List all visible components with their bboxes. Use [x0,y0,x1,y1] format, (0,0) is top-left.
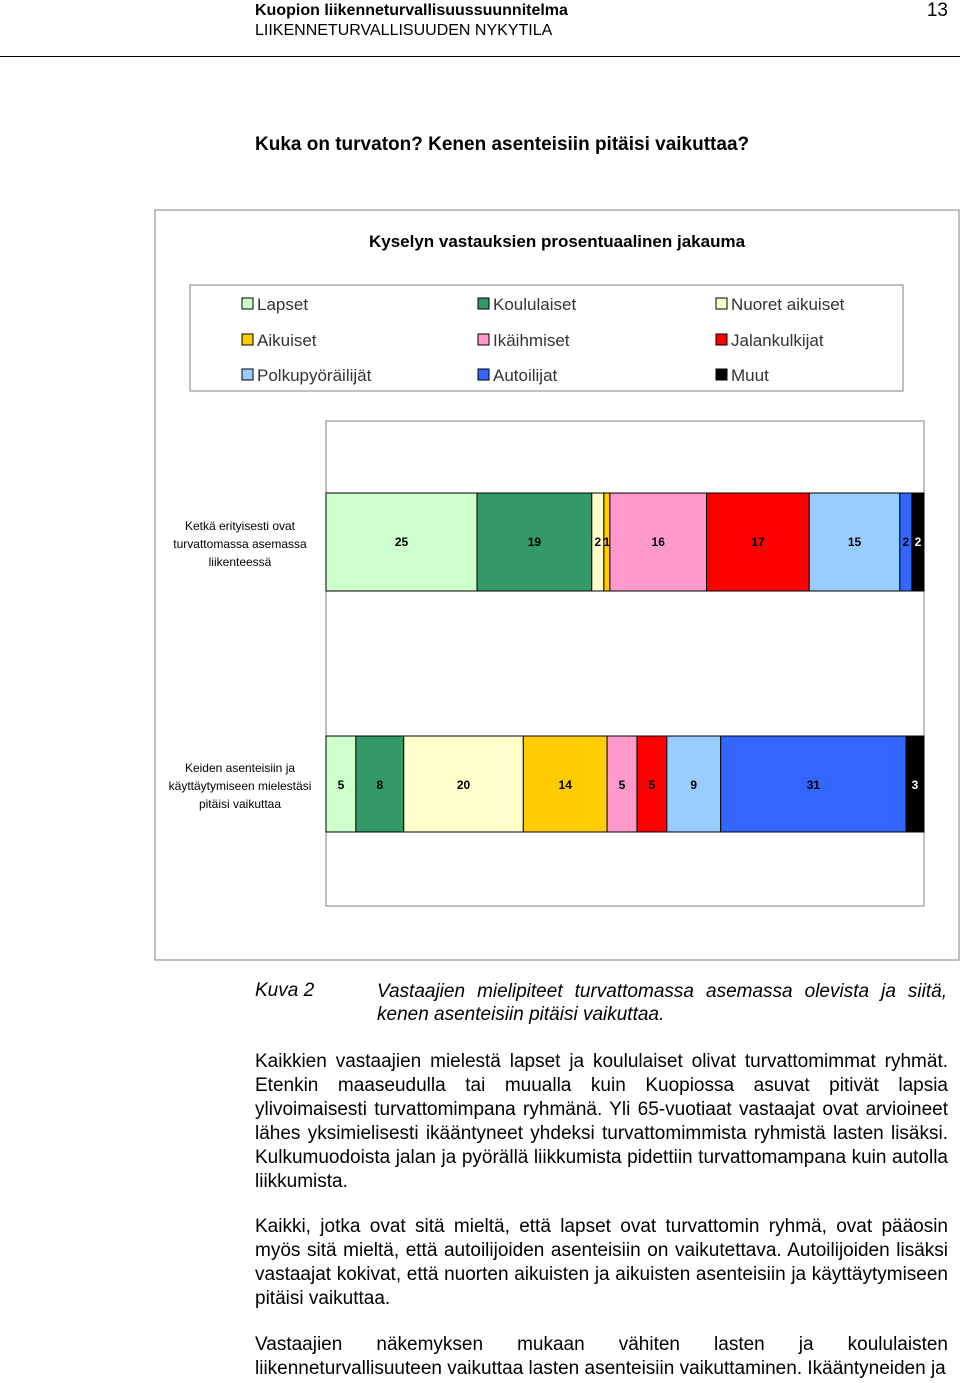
data-label-polkupyorailijat: 9 [690,778,698,792]
legend-label-ikaihmiset: Ikäihmiset [493,331,570,350]
legend-swatch-koululaiset [478,298,489,309]
legend-label-aikuiset: Aikuiset [257,331,317,350]
data-label-ikaihmiset: 5 [618,778,626,792]
legend-label-polkupyorailijat: Polkupyöräilijät [257,366,372,385]
data-label-muut: 2 [914,535,922,549]
data-label-autoilijat: 2 [902,535,910,549]
body-paragraph: Kaikkien vastaajien mielestä lapset ja koululaiset olivat turvattomimmat ryhmät. Etenkin maaseudulla tai muualla kuin Kuopiossa asuvat pitivät lapsia ylivoimaisesti turvattomimpana ryhmänä. Yli 65-vuotiaat vastaajat ovat arvioineet lähes yksimielisesti ikääntyneet yhdeksi turvattomimmista ryhmistä lasten lisäksi. Kulkumuodoista jalan ja pyörällä liikkumista pidettiin turvattomampana kuin autolla liikkumista. [255,1051,948,1192]
data-label-ikaihmiset: 16 [651,535,665,549]
legend-label-autoilijat: Autoilijat [493,366,558,385]
legend-label-koululaiset: Koululaiset [493,295,577,314]
body-paragraph: Kaikki, jotka ovat sitä mieltä, että lapset ovat turvattomin ryhmä, ovat pääosin myös sitä mieltä, että autoilijoiden asenteisiin on vaikutettava. Autoilijoiden lisäksi vastaajat kokivat, että nuorten aikuisten ja aikuisten asenteisiin ja käyttäytymiseen pitäisi vaikuttaa. [255,1216,948,1309]
data-label-koululaiset: 8 [376,778,384,792]
legend-swatch-lapset [242,298,253,309]
legend-swatch-polkupyorailijat [242,369,253,380]
data-label-autoilijat: 31 [806,778,821,792]
data-label-aikuiset: 1 [603,535,611,549]
body-paragraph: Vastaajien näkemyksen mukaan vähiten lasten ja koululaisten liikenneturvallisuuteen vaikuttaa lasten asenteisiin vaikuttaminen. Ikääntyneiden ja [255,1334,948,1379]
section-title: Kuka on turvaton? Kenen asenteisiin pitäisi vaikuttaa? [255,134,750,155]
figure-caption-text: Vastaajien mielipiteet turvattomassa asemassa olevista ja siitä, kenen asenteisiin pitäisi vaikuttaa. [377,981,947,1025]
document-header-title: Kuopion liikenneturvallisuussuunnitelma [255,2,568,19]
data-label-muut: 3 [911,778,919,792]
legend-label-jalankulkijat: Jalankulkijat [731,331,824,350]
figure-caption-label: Kuva 2 [255,980,315,1001]
legend-swatch-ikaihmiset [478,334,489,345]
category-label: Ketkä erityisesti ovat turvattomassa asemassa liikenteessä [173,519,307,569]
data-label-polkupyorailijat: 15 [847,535,862,549]
data-label-nuoret-aikuiset: 20 [456,778,471,792]
legend-swatch-nuoret-aikuiset [716,298,727,309]
legend-label-nuoret-aikuiset: Nuoret aikuiset [731,295,845,314]
data-label-koululaiset: 19 [527,535,542,549]
data-label-jalankulkijat: 17 [751,535,765,549]
legend-swatch-jalankulkijat [716,334,727,345]
legend-label-lapset: Lapset [257,295,309,314]
data-label-jalankulkijat: 5 [648,778,656,792]
data-label-aikuiset: 14 [558,778,572,792]
data-label-lapset: 25 [394,535,409,549]
document-header-subtitle: LIIKENNETURVALLISUUDEN NYKYTILA [255,22,553,39]
legend-swatch-aikuiset [242,334,253,345]
legend-label-muut: Muut [731,366,769,385]
data-label-lapset: 5 [337,778,345,792]
legend-swatch-autoilijat [478,369,489,380]
data-label-nuoret-aikuiset: 2 [594,535,602,549]
legend-swatch-muut [716,369,727,380]
category-label: Keiden asenteisiin ja käyttäytymiseen mielestäsi pitäisi vaikuttaa [168,761,312,811]
chart-title: Kyselyn vastauksien prosentuaalinen jakauma [368,232,746,251]
page-number: 13 [926,0,948,21]
